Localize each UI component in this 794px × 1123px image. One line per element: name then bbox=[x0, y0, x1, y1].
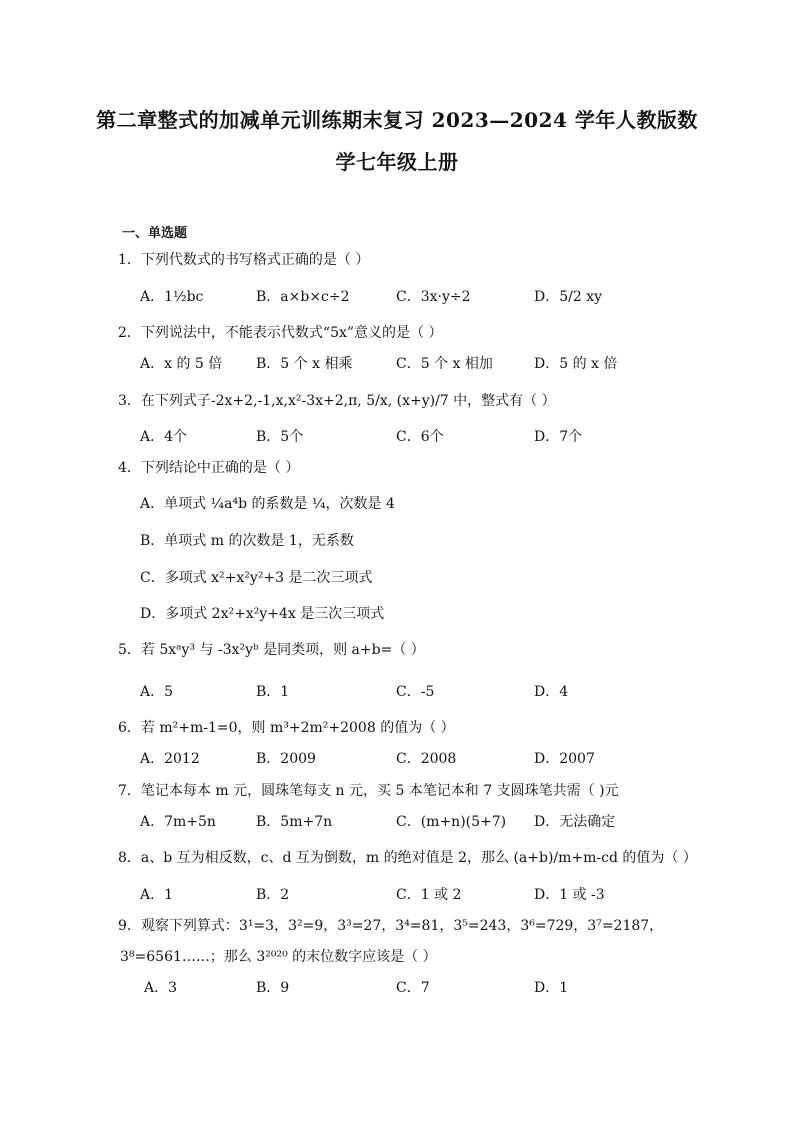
question-2-stem: 2．下列说法中，不能表示代数式“5x”意义的是（ ） bbox=[118, 325, 443, 341]
question-8-option-b: B．2 bbox=[256, 887, 290, 903]
question-5-option-d: D．4 bbox=[534, 684, 569, 700]
question-6-option-a: A．2012 bbox=[140, 751, 200, 767]
question-5-option-b: B．1 bbox=[256, 684, 290, 700]
question-5-stem: 5．若 5xᵃy³ 与 -3x²yᵇ 是同类项，则 a+b=（ ） bbox=[118, 642, 425, 658]
question-1-stem: 1．下列代数式的书写格式正确的是（ ） bbox=[118, 252, 370, 268]
question-2-option-a: A．x 的 5 倍 bbox=[140, 356, 223, 372]
question-9-option-d: D．1 bbox=[534, 980, 569, 996]
question-3-stem: 3．在下列式子-2x+2,-1,x,x²-3x+2,π, 5/x, (x+y)/7 中，整式有（ ） bbox=[118, 393, 556, 409]
page-title-line2: 学七年级上册 bbox=[335, 150, 459, 174]
question-7-option-d: D．无法确定 bbox=[534, 814, 616, 830]
question-3-option-c: C．6个 bbox=[396, 429, 444, 445]
question-8-stem: 8．a、b 互为相反数，c、d 互为倒数，m 的绝对值是 2，那么 (a+b)/m+m-cd 的值为（ ） bbox=[118, 850, 697, 866]
question-2-option-b: B．5 个 x 相乘 bbox=[256, 356, 353, 372]
question-8-option-d: D．1 或 -3 bbox=[534, 887, 605, 903]
question-5-option-c: C．-5 bbox=[396, 684, 435, 700]
question-7-option-a: A．7m+5n bbox=[140, 814, 216, 830]
question-1-option-c: C．3x·y÷2 bbox=[396, 289, 471, 305]
question-2-option-c: C．5 个 x 相加 bbox=[396, 356, 493, 372]
question-1-option-b: B．a×b×c÷2 bbox=[256, 289, 350, 305]
question-1-option-d: D．5/2 xy bbox=[534, 289, 603, 305]
question-4-option-a: A．单项式 ¼a⁴b 的系数是 ¼，次数是 4 bbox=[140, 496, 395, 512]
question-4-option-d: D．多项式 2x²+x²y+4x 是三次三项式 bbox=[140, 606, 385, 622]
question-3-option-d: D．7个 bbox=[534, 429, 583, 445]
question-2-option-d: D．5 的 x 倍 bbox=[534, 356, 618, 372]
question-6-stem: 6．若 m²+m-1=0，则 m³+2m²+2008 的值为（ ） bbox=[118, 720, 455, 736]
question-9-option-c: C．7 bbox=[396, 980, 430, 996]
question-9-stem: 9．观察下列算式：3¹=3，3²=9，3³=27，3⁴=81，3⁵=243，3⁶=729，3⁷=2187， bbox=[118, 918, 664, 934]
question-9-option-b: B．9 bbox=[256, 980, 290, 996]
question-7-stem: 7．笔记本每本 m 元，圆珠笔每支 n 元，买 5 本笔记本和 7 支圆珠笔共需（ )元 bbox=[118, 783, 619, 799]
question-9-option-a: A．3 bbox=[144, 980, 178, 996]
question-7-option-c: C．(m+n)(5+7) bbox=[396, 814, 507, 830]
question-5-option-a: A．5 bbox=[140, 684, 174, 700]
question-4-option-b: B．单项式 m 的次数是 1，无系数 bbox=[140, 533, 354, 549]
question-3-option-b: B．5个 bbox=[256, 429, 304, 445]
question-8-option-a: A．1 bbox=[140, 887, 174, 903]
question-4-stem: 4．下列结论中正确的是（ ） bbox=[118, 460, 300, 476]
question-6-option-c: C．2008 bbox=[396, 751, 457, 767]
page-title-line1: 第二章整式的加减单元训练期末复习 2023—2024 学年人教版数 bbox=[96, 108, 698, 132]
question-6-option-d: D．2007 bbox=[534, 751, 595, 767]
section-heading: 一、单选题 bbox=[122, 226, 188, 241]
question-6-option-b: B．2009 bbox=[256, 751, 316, 767]
question-4-option-c: C．多项式 x²+x²y²+3 是二次三项式 bbox=[140, 570, 373, 586]
question-9-stem-continued: 3⁸=6561……；那么 3²⁰²⁰ 的末位数字应该是（ ） bbox=[120, 949, 437, 965]
question-1-option-a: A．1½bc bbox=[140, 289, 204, 305]
question-8-option-c: C．1 或 2 bbox=[396, 887, 462, 903]
question-7-option-b: B．5m+7n bbox=[256, 814, 333, 830]
question-3-option-a: A．4个 bbox=[140, 429, 188, 445]
